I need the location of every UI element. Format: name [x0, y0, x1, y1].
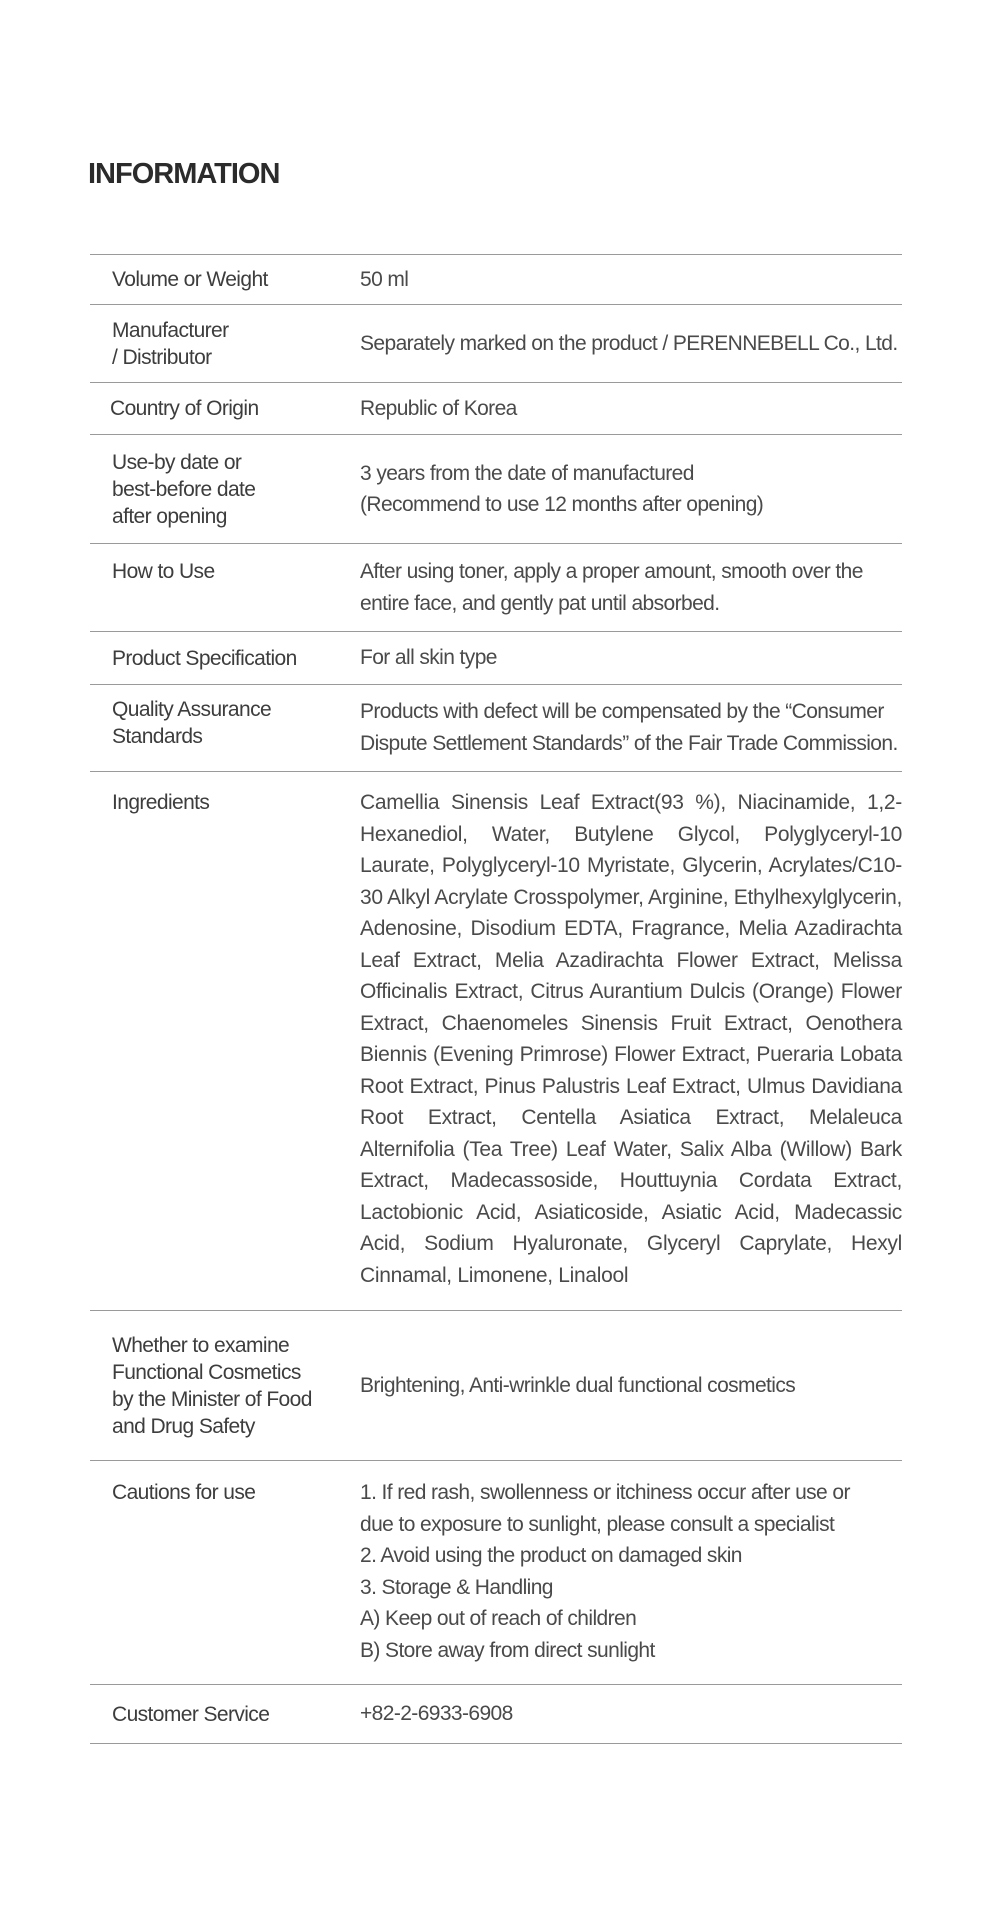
row-label: Manufacturer / Distributor [112, 318, 229, 369]
row-value: +82-2-6933-6908 [360, 1702, 513, 1726]
table-row [90, 685, 902, 772]
table-row [90, 632, 902, 685]
table-row [90, 383, 902, 435]
table-row [90, 772, 902, 1311]
row-value: Republic of Korea [360, 396, 517, 420]
information-table [90, 254, 902, 1744]
row-value: 1. If red rash, swollenness or itchiness occur after use or due to exposure to sunlight, please consult a specialist 2. Avoid using the product on damaged skin 3. Storage & Handling A) Keep out of reach of children B) Store away from direct sunlight [360, 1481, 850, 1662]
section-title: INFORMATION [88, 158, 280, 190]
row-value: 50 ml [360, 267, 409, 291]
table-row [90, 305, 902, 383]
row-value: Products with defect will be compensated by the “Consumer Dispute Settlement Standards” of the Fair Trade Commission. [360, 700, 898, 755]
row-label: How to Use [112, 560, 215, 583]
row-value: 3 years from the date of manufactured (Recommend to use 12 months after opening) [360, 461, 764, 516]
row-label: Product Specification [112, 646, 297, 670]
row-label: Use-by date or best-before date after opening [112, 450, 256, 528]
table-row [90, 255, 902, 305]
ingredients-value: Camellia Sinensis Leaf Extract(93 %), Niacinamide, 1,2-Hexanediol, Water, Butylene Glycol, Polyglyceryl-10 Laurate, Polyglyceryl-10 Myristate, Glycerin, Acrylates/C10-30 Alkyl Acrylate Crosspolymer, Arginine, Ethylhexylglycerin, Adenosine, Disodium EDTA, Fragrance, Melia Azadirachta Leaf Extract, Melia Azadirachta Flower Extract, Melissa Officinalis Extract, Citrus Aurantium Dulcis (Orange) Flower Extract, Chaenomeles Sinensis Fruit Extract, Oenothera Biennis (Evening Primrose) Flower Extract, Pueraria Lobata Root Extract, Pinus Palustris Leaf Extract, Ulmus Davidiana Root Extract, Centella Asiatica Extract, Melaleuca Alternifolia (Tea Tree) Leaf Water, Salix Alba (Willow) Bark Extract, Madecassoside, Houttuynia Cordata Extract, Lactobionic Acid, Asiaticoside, Asiatic Acid, Madecassic Acid, Sodium Hyaluronate, Glyceryl Caprylate, Hexyl Cinnamal, Limonene, Linalool [360, 791, 902, 1287]
row-label: Country of Origin [110, 397, 259, 420]
row-label: Cautions for use [112, 1481, 256, 1504]
row-label: Ingredients [112, 791, 210, 814]
row-label: Volume or Weight [112, 268, 268, 291]
table-row [90, 435, 902, 544]
row-label: Quality Assurance Standards [112, 698, 272, 748]
row-label: Customer Service [112, 1702, 270, 1726]
row-value: After using toner, apply a proper amount, smooth over the entire face, and gently pat until absorbed. [360, 560, 863, 615]
row-value: Separately marked on the product / PERENNEBELL Co., Ltd. [360, 331, 898, 355]
row-value: Brightening, Anti-wrinkle dual functional cosmetics [360, 1373, 796, 1397]
table-row [90, 544, 902, 632]
row-label: Whether to examine Functional Cosmetics by the Minister of Food and Drug Safety [112, 1333, 312, 1438]
table-row [90, 1461, 902, 1685]
table-row [90, 1311, 902, 1461]
row-value: For all skin type [360, 646, 497, 670]
table-row [90, 1685, 902, 1744]
